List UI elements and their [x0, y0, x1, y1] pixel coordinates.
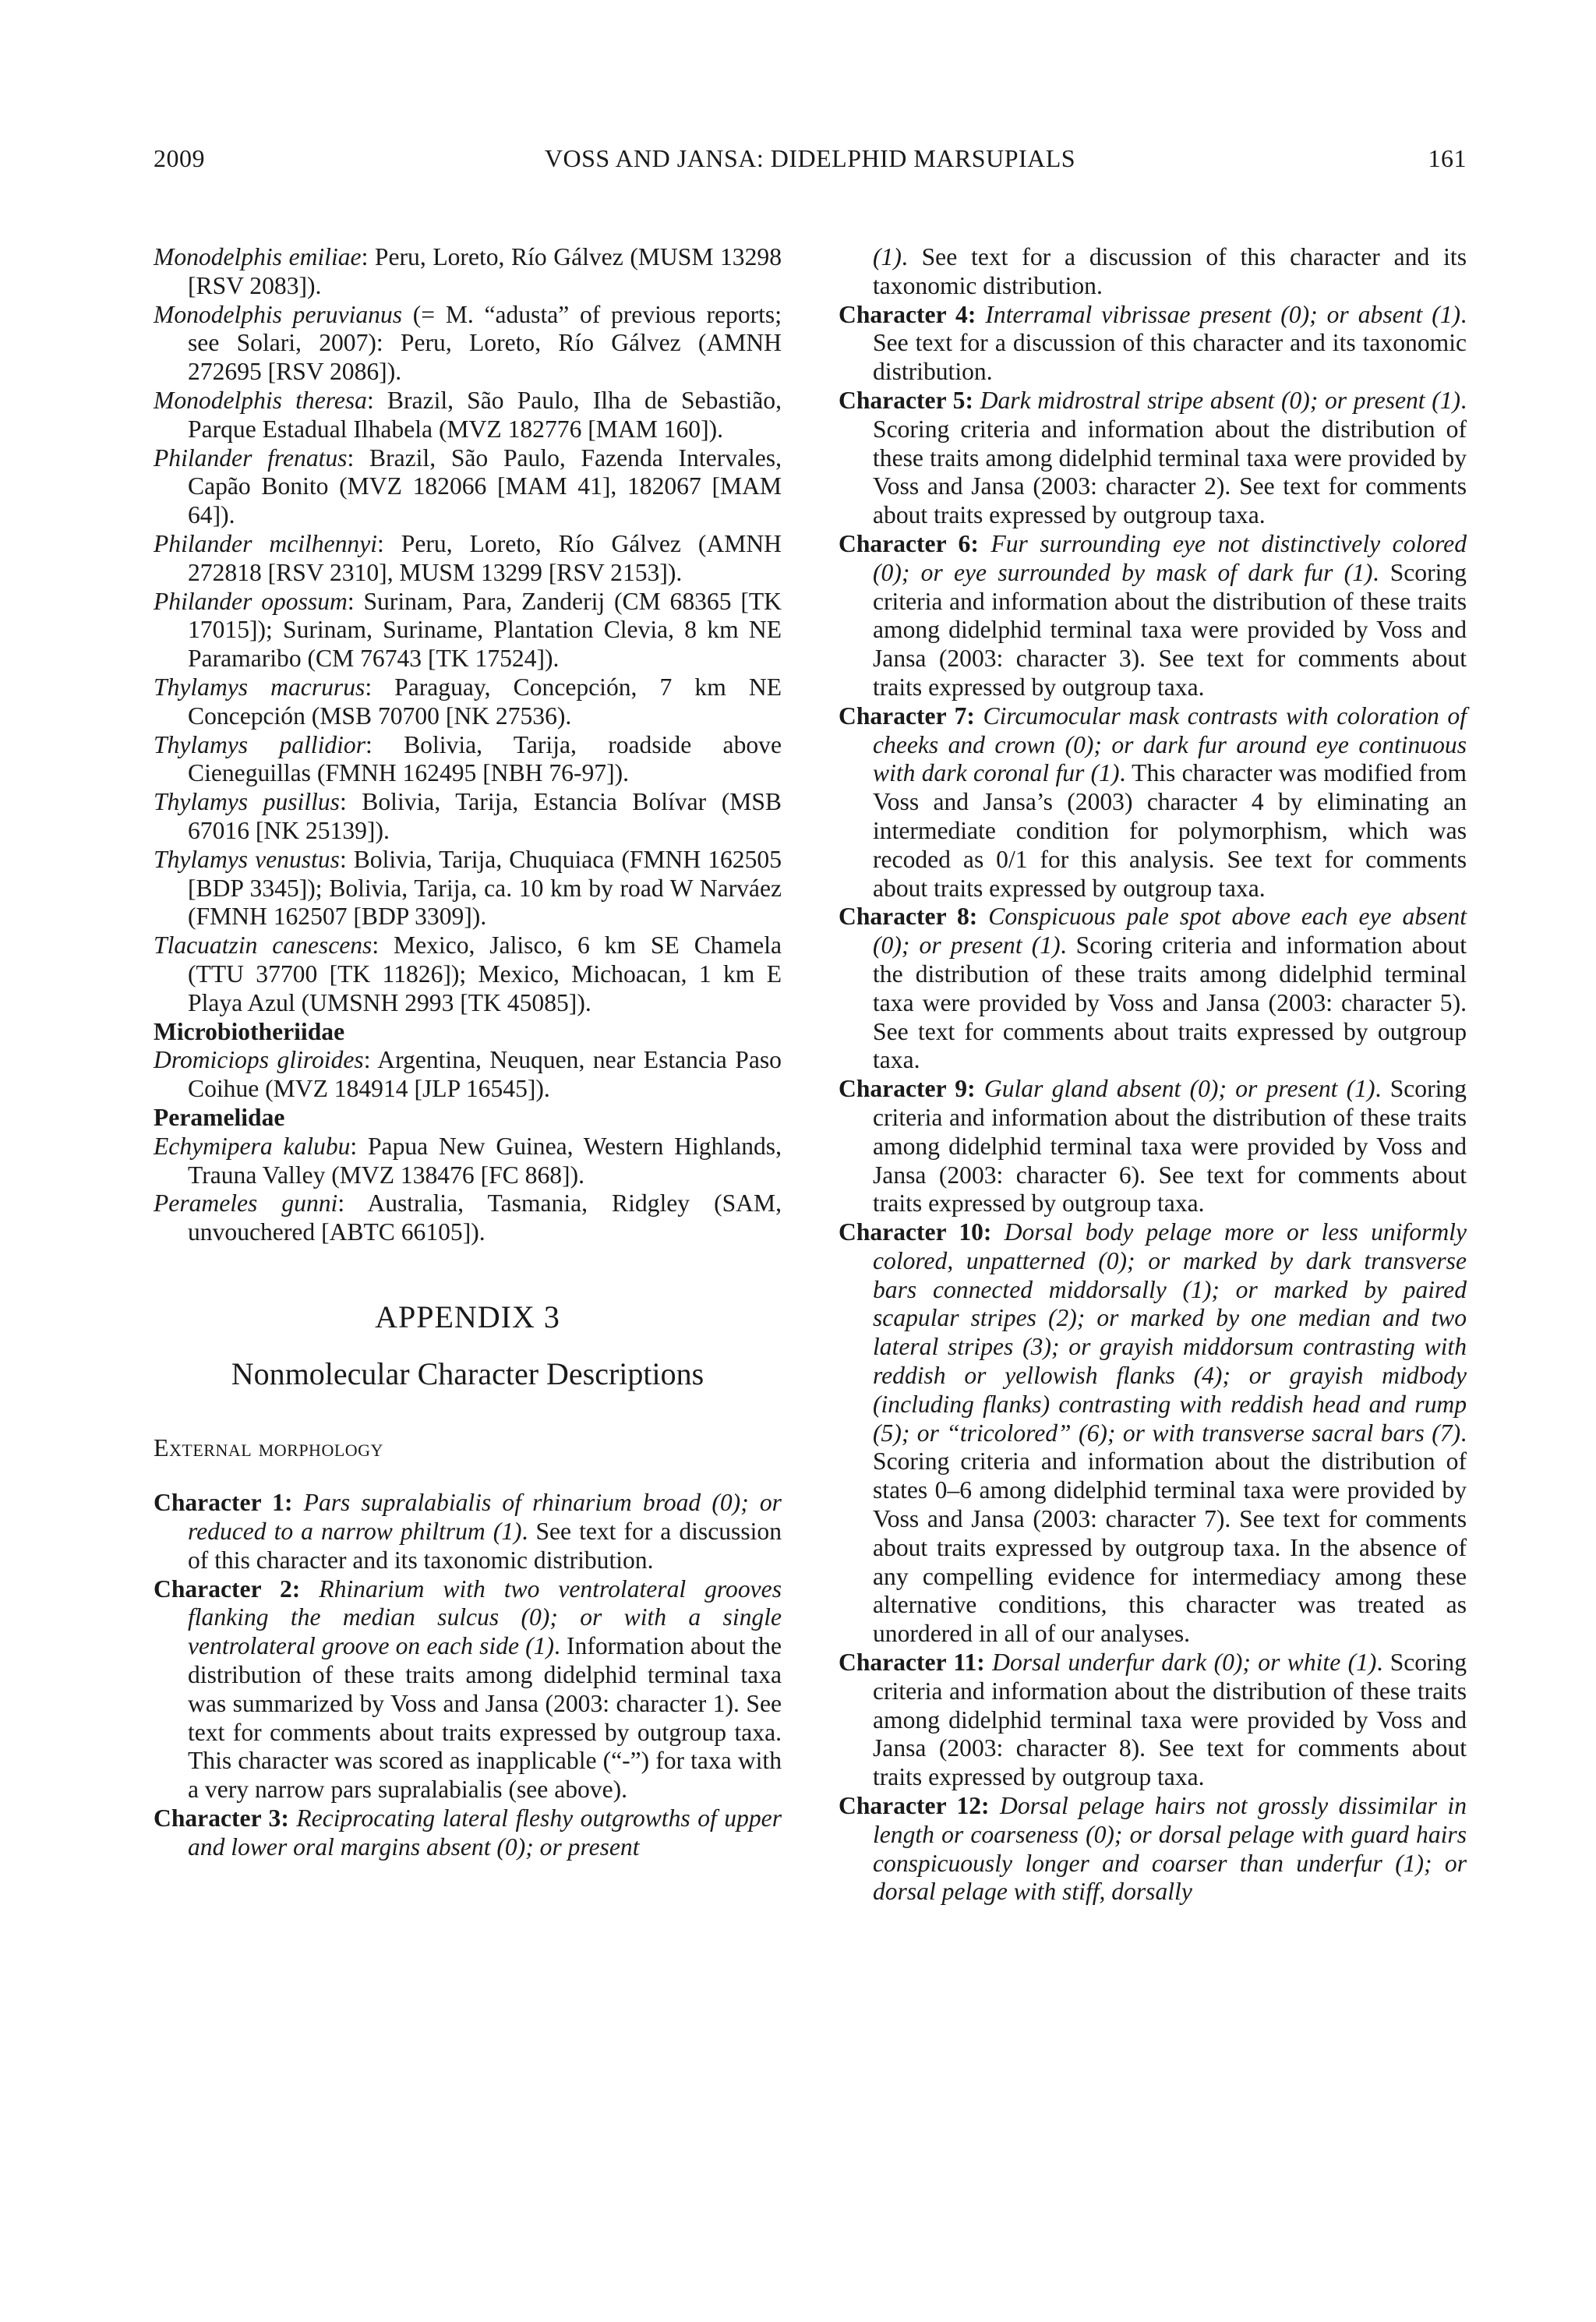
character-description: Pars supralabialis of rhinarium broad (0); or reduced to a narrow philtrum (1): [188, 1489, 782, 1546]
character-list: [154, 1489, 782, 1861]
running-header: [154, 144, 1467, 179]
taxon-name: Dromiciops gliroides: [154, 1046, 364, 1074]
specimen-entry: [154, 1046, 782, 1104]
specimen-locality: : Paraguay, Concepción, 7 km NE Concepción (MSB 70700 [NK 27536).: [188, 673, 782, 730]
character-text: . Scoring criteria and information about the distribution of these traits among didelphid terminal taxa were provided by Voss and Jansa (2003: character 2). See text for comments about traits expressed by outgroup taxa.: [873, 386, 1467, 529]
character-label: Character 4:: [839, 300, 976, 328]
specimen-locality: : Peru, Loreto, Río Gálvez (AMNH 272818 [RSV 2310], MUSM 13299 [RSV 2153]).: [188, 529, 782, 586]
character-label: Character 9:: [839, 1075, 976, 1103]
character-label: Character 8:: [839, 903, 978, 931]
taxon-name: Monodelphis emiliae: [154, 243, 362, 270]
character-entry: [839, 903, 1467, 1075]
character-description: Gular gland absent (0); or present (1): [983, 1075, 1375, 1103]
running-title: VOSS AND JANSA: DIDELPHID MARSUPIALS: [544, 144, 1076, 172]
character-list: [839, 301, 1467, 1907]
specimen-locality: : Bolivia, Tarija, Estancia Bolívar (MSB 67016 [NK 25139]).: [188, 788, 782, 844]
specimen-entry: [154, 243, 782, 301]
character-entry: [839, 1792, 1467, 1907]
character-entry: [154, 1804, 782, 1862]
specimen-locality: : Bolivia, Tarija, Chuquiaca (FMNH 162505 [BDP 3345]); Bolivia, Tarija, ca. 10 km by road W Narváez (FMNH 162507 [BDP 3309]).: [188, 845, 782, 931]
character-description: Dorsal underfur dark (0); or white (1): [992, 1649, 1377, 1677]
taxon-name: Thylamys macrurus: [154, 673, 365, 701]
appendix-title: APPENDIX 3: [375, 1299, 560, 1334]
specimen-entry: [154, 673, 782, 731]
specimen-list: [154, 243, 782, 1018]
specimen-locality: : Brazil, São Paulo, Ilha de Sebastião, Parque Estadual Ilhabela (MVZ 182776 [MAM 160]).: [188, 386, 782, 443]
character-label: Character 3:: [154, 1804, 289, 1833]
specimen-entry: [154, 530, 782, 588]
character-description: Interramal vibrissae present (0); or absent (1): [985, 300, 1461, 328]
taxon-name: Thylamys pusillus: [154, 788, 340, 816]
taxon-name: Thylamys venustus: [154, 845, 340, 873]
character-label: Character 5:: [839, 386, 974, 414]
character-label: Character 7:: [839, 702, 975, 730]
character-text: . Scoring criteria and information about the distribution of these traits among didelphid terminal taxa were provided by Voss and Jansa (2003: character 6). See text for comments about traits expressed by outgroup taxa.: [873, 1075, 1467, 1218]
character-text: . Scoring criteria and information about the distribution of these traits among didelphid terminal taxa were provided by Voss and Jansa (2003: character 8). See text for comments about traits expressed by outgroup taxa.: [873, 1649, 1467, 1791]
right-column: [839, 243, 1467, 1907]
taxon-name: Perameles gunni: [154, 1189, 338, 1218]
character-entry: [839, 1075, 1467, 1218]
character-entry: [839, 301, 1467, 387]
specimen-locality: : Bolivia, Tarija, roadside above Cieneguillas (FMNH 162495 [NBH 76-97]).: [188, 730, 782, 787]
character-description: Circumocular mask contrasts with coloration of cheeks and crown (0); or dark fur around eye continuous with dark coronal fur (1): [873, 702, 1467, 787]
character-description: Fur surrounding eye not distinctively colored (0); or eye surrounded by mask of dark fur (1): [873, 529, 1467, 586]
character-label: Character 6:: [839, 529, 979, 557]
character-description: Reciprocating lateral fleshy outgrowths of upper and lower oral margins absent (0); or present: [188, 1804, 782, 1861]
character-text: . Information about the distribution of these traits among didelphid terminal taxa was summarized by Voss and Jansa (2003: character 1). See text for comments about traits expressed by outgroup taxa. This character was scored as inapplicable (“-”) for taxa with a very narrow pars supralabialis (see above).: [188, 1632, 782, 1804]
specimen-locality: : Peru, Loreto, Río Gálvez (MUSM 13298 [RSV 2083]).: [188, 243, 782, 299]
journal-year: 2009: [154, 144, 205, 172]
left-column: [154, 243, 782, 1862]
character-text: . See text for a discussion of this character and its taxonomic distribution.: [188, 1518, 782, 1574]
family-heading: Microbiotheriidae: [154, 1017, 345, 1045]
character-description: Conspicuous pale spot above each eye absent (0); or present (1): [873, 903, 1467, 960]
specimen-locality: : Brazil, São Paulo, Fazenda Intervales, Capão Bonito (MVZ 182066 [MAM 41], 182067 [MAM 64]).: [188, 444, 782, 529]
specimen-locality: : Argentina, Neuquen, near Estancia Paso Coihue (MVZ 184914 [JLP 16545]).: [188, 1046, 782, 1103]
character-text: . Scoring criteria and information about the distribution of states 0–6 among didelphid terminal taxa were provided by Voss and Jansa (2003: character 7). See text for comments about traits expressed by outgroup taxa. In the absence of any compelling evidence for intermediacy among these alternative conditions, this character was treated as unordered in all of our analyses.: [873, 1419, 1467, 1648]
specimen-entry: [154, 444, 782, 530]
specimen-entry: [154, 1189, 782, 1247]
character-entry: [154, 1489, 782, 1575]
family-heading: Peramelidae: [154, 1103, 285, 1131]
appendix-subtitle: Nonmolecular Character Descriptions: [231, 1355, 704, 1391]
character-entry: [839, 530, 1467, 702]
character-entry: [839, 702, 1467, 903]
taxon-name: Philander mcilhennyi: [154, 529, 377, 557]
character-description: Rhinarium with two ventrolateral grooves flanking the median sulcus (0); or with a single ventrolateral groove on each side (1): [188, 1575, 782, 1660]
character-label: Character 2:: [154, 1575, 301, 1603]
character-continuation-text: . See text for a discussion of this character and its taxonomic distribution.: [873, 243, 1467, 299]
character-entry: [839, 387, 1467, 530]
character-entry: [154, 1575, 782, 1804]
specimen-locality: : Mexico, Jalisco, 6 km SE Chamela (TTU 37700 [TK 11826]); Mexico, Michoacan, 1 km E Playa Azul (UMSNH 2993 [TK 45085]).: [188, 931, 782, 1016]
specimen-locality: (= M. “adusta” of previous reports; see Solari, 2007): Peru, Loreto, Río Gálvez (AMNH 272695 [RSV 2086]).: [188, 300, 782, 386]
specimen-entry: [154, 1133, 782, 1190]
specimen-locality: : Papua New Guinea, Western Highlands, Trauna Valley (MVZ 138476 [FC 868]).: [188, 1132, 782, 1189]
taxon-name: Echymipera kalubu: [154, 1132, 351, 1160]
specimen-entry: [154, 931, 782, 1017]
specimen-entry: [154, 788, 782, 846]
taxon-name: Monodelphis theresa: [154, 386, 367, 414]
section-heading: External morphology: [154, 1433, 383, 1462]
specimen-entry: [154, 731, 782, 789]
character-label: Character 12:: [839, 1792, 990, 1820]
taxon-name: Tlacuatzin canescens: [154, 931, 373, 960]
specimen-locality: : Surinam, Para, Zanderij (CM 68365 [TK 17015]); Surinam, Suriname, Plantation Clevia, 8 km NE Paramaribo (CM 76743 [TK 17524]).: [188, 587, 782, 673]
character-continuation: [839, 243, 1467, 301]
specimen-entry: [154, 387, 782, 444]
specimen-entry: [154, 301, 782, 387]
taxon-name: Philander opossum: [154, 587, 348, 615]
page-number: 161: [1428, 144, 1467, 172]
specimen-list: [154, 1046, 782, 1104]
taxon-name: Thylamys pallidior: [154, 730, 366, 758]
character-label: Character 11:: [839, 1649, 985, 1677]
character-description: Dorsal body pelage more or less uniformly colored, unpatterned (0); or marked by dark transverse bars connected middorsally (1); or marked by paired scapular stripes (2); or marked by one median and two lateral stripes (3); or grayish middorsum contrasting with reddish or yellowish flanks (4); or grayish midbody (including flanks) contrasting with reddish head and rump (5); or “tricolored” (6); or with transverse sacral bars (7): [873, 1218, 1467, 1447]
character-text: . See text for a discussion of this character and its taxonomic distribution.: [873, 300, 1467, 386]
specimen-list: [154, 1133, 782, 1247]
character-text: . Scoring criteria and information about the distribution of these traits among didelphid terminal taxa were provided by Voss and Jansa (2003: character 3). See text for comments about traits expressed by outgroup taxa.: [873, 558, 1467, 701]
character-description: Dorsal pelage hairs not grossly dissimilar in length or coarseness (0); or dorsal pelage with guard hairs conspicuously longer and coarser than underfur (1); or dorsal pelage with stiff, dorsally: [873, 1792, 1467, 1906]
character-description: Dark midrostral stripe absent (0); or present (1): [980, 386, 1461, 414]
character-continuation-desc: (1): [873, 243, 902, 270]
specimen-locality: : Australia, Tasmania, Ridgley (SAM, unvouchered [ABTC 66105]).: [188, 1189, 782, 1246]
character-label: Character 10:: [839, 1218, 992, 1246]
character-text: . This character was modified from Voss and Jansa’s (2003) character 4 by eliminating an intermediate condition for polymorphism, which was recoded as 0/1 for this analysis. See text for comments about traits expressed by outgroup taxa.: [873, 759, 1467, 902]
character-label: Character 1:: [154, 1489, 293, 1517]
taxon-name: Philander frenatus: [154, 444, 348, 472]
character-text: . Scoring criteria and information about the distribution of these traits among didelphid terminal taxa were provided by Voss and Jansa (2003: character 5). See text for comments about traits expressed by outgroup taxa.: [873, 931, 1467, 1074]
character-entry: [839, 1218, 1467, 1649]
taxon-name: Monodelphis peruvianus: [154, 300, 403, 328]
specimen-entry: [154, 588, 782, 673]
specimen-entry: [154, 846, 782, 931]
character-entry: [839, 1649, 1467, 1792]
